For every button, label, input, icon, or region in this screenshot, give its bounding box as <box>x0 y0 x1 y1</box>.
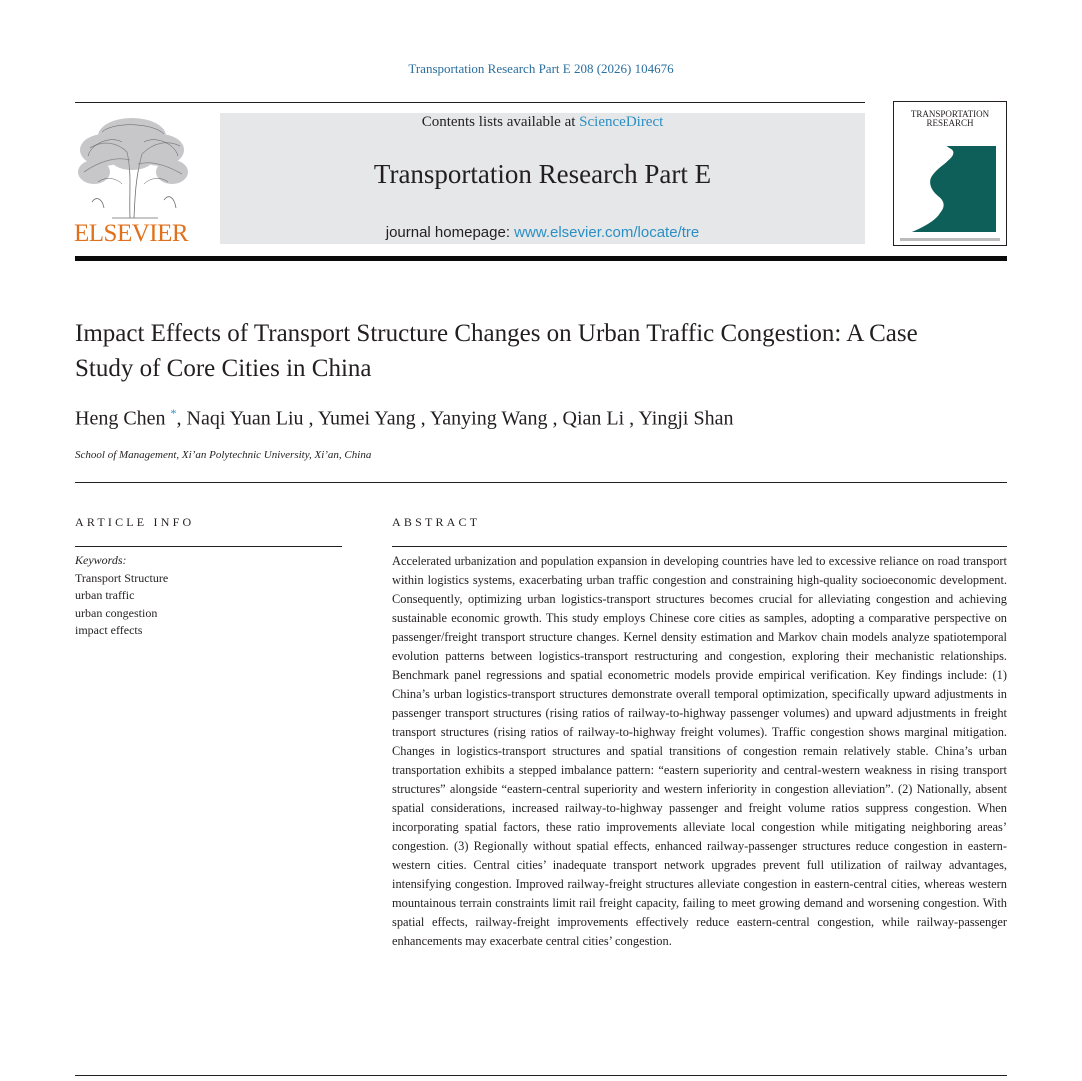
keyword-item[interactable]: urban traffic <box>75 588 135 602</box>
keywords-label: Keywords: <box>75 553 127 567</box>
header-rule <box>75 102 865 103</box>
cover-footer-bar <box>900 238 1000 241</box>
homepage-line <box>220 224 865 241</box>
footer-rule <box>75 1075 1007 1076</box>
publisher-wordmark: ELSEVIER <box>74 220 189 247</box>
abstract-heading: ABSTRACT <box>392 515 481 529</box>
keywords-block <box>75 552 168 640</box>
cover-title-line2: RESEARCH <box>926 118 974 128</box>
author-list <box>75 406 975 431</box>
journal-cover[interactable] <box>893 101 1007 246</box>
journal-banner <box>220 113 865 244</box>
keyword-item[interactable]: impact effects <box>75 623 143 637</box>
cover-road-icon <box>894 138 1006 238</box>
journal-citation[interactable]: Transportation Research Part E 208 (2026) 104676 <box>408 61 674 76</box>
affiliation: School of Management, Xi’an Polytechnic University, Xi’an, China <box>75 449 372 461</box>
keyword-item[interactable]: Transport Structure <box>75 570 169 585</box>
cover-title <box>894 110 1006 128</box>
contents-line <box>220 114 865 131</box>
elsevier-tree-icon <box>72 112 194 220</box>
co-authors[interactable]: , Naqi Yuan Liu , Yumei Yang , Yanying Wang , Qian Li , Yingji Shan <box>176 407 734 430</box>
section-rule <box>75 482 1007 483</box>
publisher-logo[interactable] <box>72 112 194 247</box>
cover-title-line1: TRANSPORTATION <box>910 109 990 119</box>
journal-title: Transportation Research Part E <box>373 159 712 189</box>
header-thick-rule <box>75 256 1007 261</box>
abstract-rule <box>392 546 1007 547</box>
first-author[interactable]: Heng Chen <box>75 407 166 430</box>
sciencedirect-link[interactable]: ScienceDirect <box>579 114 664 130</box>
abstract-text: Accelerated urbanization and population expansion in developing countries have led to excessive reliance on road transport within logistics systems, exacerbating urban traffic congestion and constraining high-quality socioeconomic development. Consequently, optimizing urban logistics-transport structures becomes crucial for alleviating congestion and achieving sustainable economic growth. This study employs Chinese core cities as samples, adopting a comparative perspective on passenger/freight transport structure changes. Kernel density estimation and Markov chain models analyze spatiotemporal evolution patterns between logistics-transport restructuring and congestion, exploring their mechanistic relationships. Benchmark panel regressions and spatial econometric models provide empirical verification. Key findings include: (1) China’s urban logistics-transport structures demonstrate overall temporal optimization, specifically upward adjustments in passenger transport structures (rising ratios of railway-to-highway passenger volumes) and upward adjustments in freight transport structures (rising ratios of railway-to-highway freight volumes). Traffic congestion shows marginal mitigation. Changes in logistics-transport structures and spatial transitions of congestion remain relatively stable. China’s urban transportation exhibits a stepped imbalance pattern: “eastern superiority and central-western weakness in rising transport structures” alongside “eastern-central superiority and western inferiority in congestion alleviation”. (2) Nationally, absent spatial considerations, increased railway-to-highway passenger and freight volume ratios suppress congestion. When incorporating spatial factors, these ratio improvements alleviate local congestion while mitigating neighboring areas’ congestion. (3) Regionally without spatial effects, enhanced railway-passenger structures reduce congestion in eastern-western cities. Central cities’ inadequate transport network upgrades prevent full utilization of railway advantages, intensifying congestion. Improved railway-freight structures alleviate congestion in eastern-central cities, whereas western mountainous terrain constraints limit rail freight capacity, failing to meet growing demand and worsening congestion. With spatial effects, railway-freight improvements effectively reduce eastern-central congestion, while railway-passenger enhancements may exacerbate central cities’ congestion. <box>392 554 1007 948</box>
keyword-item[interactable]: urban congestion <box>75 605 158 620</box>
article-info-rule <box>75 546 342 547</box>
article-title: Impact Effects of Transport Structure Changes on Urban Traffic Congestion: A Case Study of Core Cities in China <box>75 320 918 382</box>
homepage-prefix: journal homepage: <box>385 224 515 241</box>
article-info-heading: ARTICLE INFO <box>75 515 195 529</box>
homepage-link[interactable]: www.elsevier.com/locate/tre <box>514 224 700 241</box>
corresponding-author-mark[interactable]: * <box>170 406 177 420</box>
contents-prefix: Contents lists available at <box>421 114 580 130</box>
